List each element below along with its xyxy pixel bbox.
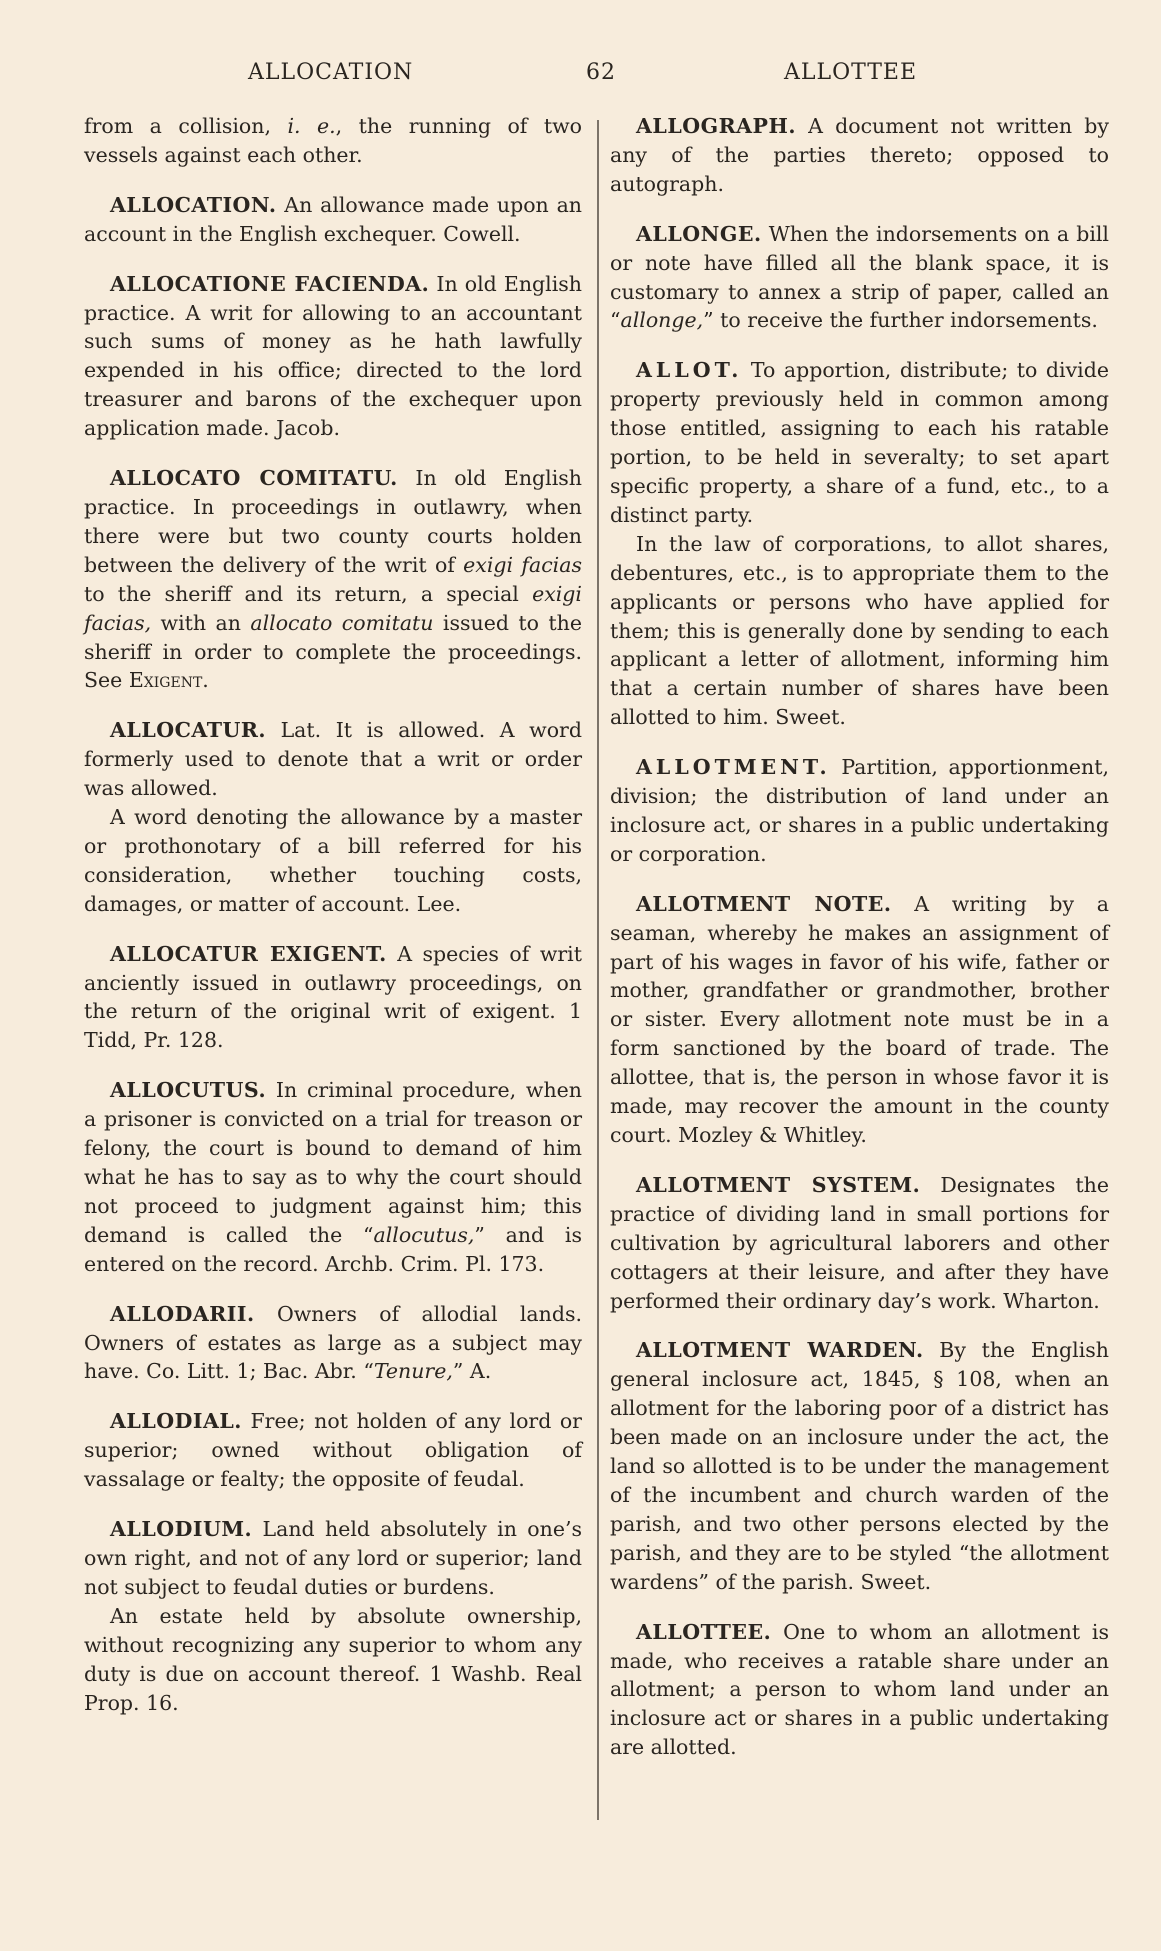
running-header <box>0 60 1161 94</box>
page-number: 62 <box>586 60 616 85</box>
header-right-guide-word: ALLOTTEE <box>784 60 918 85</box>
headword: ALLOGRAPH. <box>636 114 796 138</box>
entry-paragraph: A word denoting the allowance by a master or prothonotary of a bill referred for his consideration, whether touching costs, damages, or matter of account. Lee. <box>84 805 582 916</box>
headword: ALLODARII. <box>110 1301 255 1326</box>
headword: ALLOCATO COMITATU. <box>110 466 398 491</box>
entry-allotment-warden: ALLOTMENT WARDEN. By the English general inclosure act, 1845, § 108, when an allotment for the laboring poor of a district has been made on an inclosure under the act, the land so allotted is to be under the management of the incumbent and church warden of the parish, and two other persons elected by the parish, and they are to be styled “the allotment wardens” of the parish. Sweet. <box>610 1338 1109 1594</box>
entry-allocatur: ALLOCATUR. Lat. It is allowed. A word formerly used to denote that a writ or order was allowed. <box>84 718 582 801</box>
entry-allodial: ALLODIAL. Free; not holden of any lord or superior; owned without obligation of vassalage or fealty; the opposite of feudal. <box>84 1409 582 1492</box>
column-divider <box>597 120 599 1820</box>
headword: ALLOT. <box>636 358 743 383</box>
headword: ALLODIAL. <box>110 1409 242 1434</box>
entry-paragraph: In the law of corporations, to allot shares, debentures, etc., is to appropriate them to the applicants or persons who have applied for them; this is generally done by sending to each applicant a letter of allotment, informing him that a certain number of shares have been allotted to him. Sweet. <box>610 531 1109 730</box>
headword: ALLONGE. <box>636 221 762 246</box>
headword: ALLOTMENT WARDEN. <box>636 1338 924 1363</box>
entry-allottee: ALLOTTEE. One to whom an allotment is made, who receives a ratable share under an allotment; a person to whom land under an inclosure act or shares in a public undertaking are allotted. <box>610 1619 1109 1760</box>
headword: ALLOTMENT SYSTEM. <box>636 1172 921 1197</box>
left-entries <box>84 191 582 1718</box>
entry-allocato-comitatu: ALLOCATO COMITATU. In old English practice. In proceedings in outlawry, when there were but two county courts holden between the delivery of the writ of exigi facias to the sheriff and its return, a special exigi facias, with an allocato comitatu issued to the sheriff in order to complete the proceedings. See Exigent. <box>84 466 582 693</box>
left-column <box>84 112 582 1738</box>
entry-allodarii: ALLODARII. Owners of allodial lands. Owners of estates as large as a subject may have. Co. Litt. 1; Bac. Abr. “Tenure,” A. <box>84 1301 582 1384</box>
entry-allograph: ALLOGRAPH. A document not written by any of the parties thereto; opposed to autograph. <box>610 114 1109 196</box>
headword: ALLOCATION. <box>110 192 277 217</box>
headword: ALLOTTEE. <box>636 1619 772 1644</box>
entry-allonge: ALLONGE. When the indorsements on a bill or note have filled all the blank space, it is customary to annex a strip of paper, called an “allonge,” to receive the further indorsements. <box>610 221 1109 333</box>
entry-allotment-note: ALLOTMENT NOTE. A writing by a seaman, whereby he makes an assignment of part of his wages in favor of his wife, father or mother, grandfather or grandmother, brother or sister. Every allotment note must be in a form sanctioned by the board of trade. The allottee, that is, the person in whose favor it is made, may recover the amount in the county court. Mozley & Whitley. <box>610 891 1109 1147</box>
entry-allotment: ALLOTMENT. Partition, apportionment, division; the distribution of land under an inclosure act, or shares in a public undertaking or corporation. <box>610 755 1109 866</box>
headword: ALLOCATUR EXIGENT. <box>110 941 387 966</box>
headword: ALLOCATUR. <box>110 718 266 743</box>
headword: ALLOTMENT NOTE. <box>636 891 892 916</box>
continued-text: from a collision, i. e., the running of two vessels against each other. <box>84 114 582 167</box>
right-entries <box>610 112 1109 1762</box>
entry-allocation: ALLOCATION. An allowance made upon an account in the English exchequer. Cowell. <box>84 192 582 246</box>
right-column <box>610 112 1109 1783</box>
entry-allodium: ALLODIUM. Land held absolutely in one’s own right, and not of any lord or superior; land not subject to feudal duties or burdens. <box>84 1517 582 1599</box>
entry-allotment-system: ALLOTMENT SYSTEM. Designates the practice of dividing land in small portions for cultivation by agricultural laborers and other cottagers at their leisure, and after they have performed their ordinary day’s work. Wharton. <box>610 1172 1109 1313</box>
headword: ALLODIUM. <box>110 1517 253 1542</box>
entry-allocatur-exigent: ALLOCATUR EXIGENT. A species of writ anciently issued in outlawry proceedings, on the return of the original writ of exigent. 1 Tidd, Pr. 128. <box>84 941 582 1053</box>
entry-paragraph: An estate held by absolute ownership, without recognizing any superior to whom any duty is due on account thereof. 1 Washb. Real Prop. 16. <box>84 1603 582 1715</box>
entry-allocutus: ALLOCUTUS. In criminal procedure, when a prisoner is convicted on a trial for treason or felony, the court is bound to demand of him what he has to say as to why the court should not proceed to judgment against him; this demand is called the “allocutus,” and is entered on the record. Archb. Crim. Pl. 173. <box>84 1078 582 1276</box>
header-left-guide-word: ALLOCATION <box>248 60 414 85</box>
entry-allocatione-facienda: ALLOCATIONE FACIENDA. In old English practice. A writ for allowing to an accountant such sums of money as he hath lawfully expended in his office; directed to the lord treasurer and barons of the exchequer upon application made. Jacob. <box>84 271 582 441</box>
headword: ALLOCATIONE FACIENDA. <box>110 271 430 296</box>
headword: ALLOCUTUS. <box>110 1078 267 1103</box>
entry-allot: ALLOT. To apportion, distribute; to divide property previously held in common among those entitled, assigning to each his ratable portion, to be held in severalty; to set apart specific property, a share of a fund, etc., to a distinct party. <box>610 358 1109 527</box>
headword: ALLOTMENT. <box>636 755 831 780</box>
